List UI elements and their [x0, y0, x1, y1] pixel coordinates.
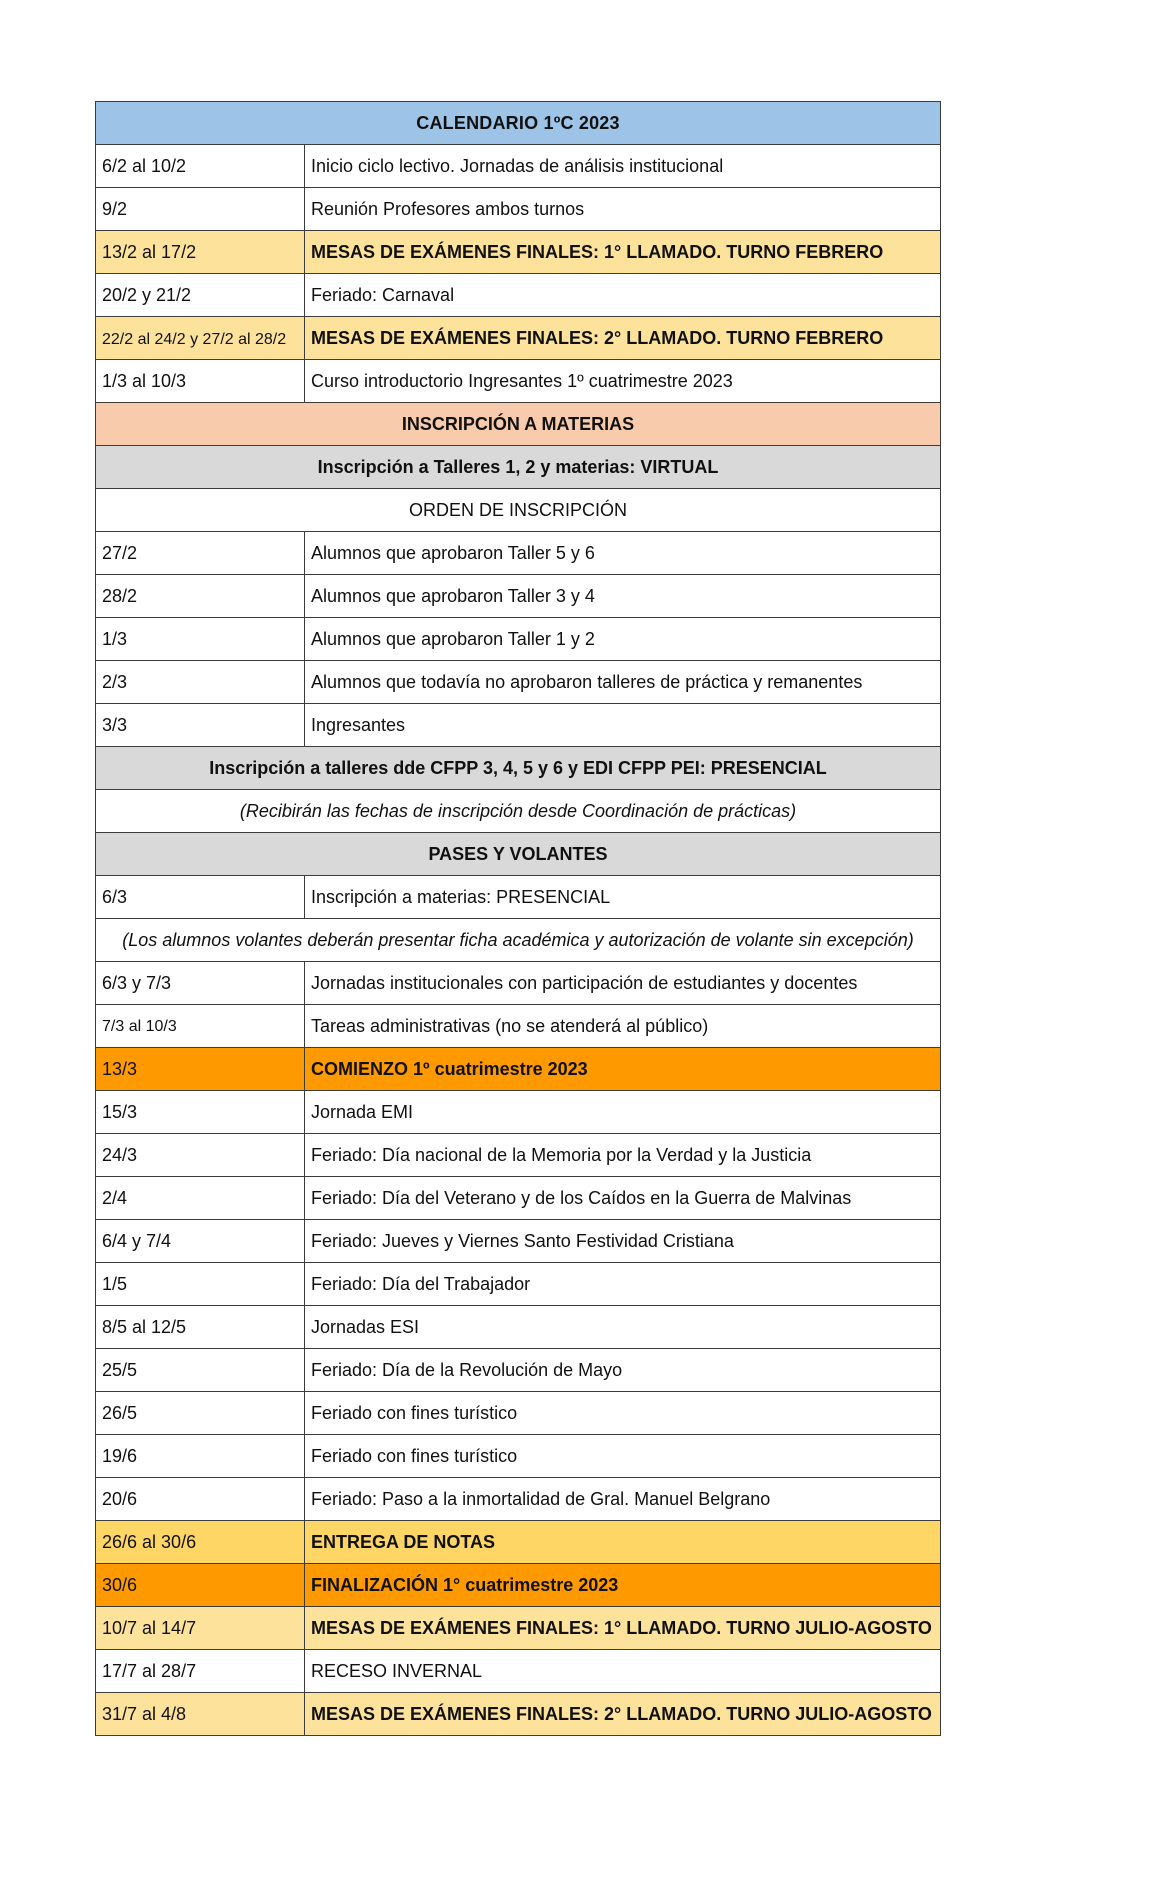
row-date: 6/4 y 7/4 — [96, 1220, 305, 1263]
table-row — [96, 1521, 941, 1564]
row-date: 10/7 al 14/7 — [96, 1607, 305, 1650]
row-date: 6/3 y 7/3 — [96, 962, 305, 1005]
row-description: MESAS DE EXÁMENES FINALES: 1° LLAMADO. TURNO JULIO-AGOSTO — [305, 1607, 941, 1650]
row-date: 13/3 — [96, 1048, 305, 1091]
table-row — [96, 1650, 941, 1693]
order-label-row — [96, 489, 941, 532]
section-heading-pases: PASES Y VOLANTES — [96, 833, 941, 876]
row-description: Alumnos que todavía no aprobaron talleres de práctica y remanentes — [305, 661, 941, 704]
row-date: 22/2 al 24/2 y 27/2 al 28/2 — [96, 317, 305, 360]
row-date: 6/2 al 10/2 — [96, 145, 305, 188]
table-row — [96, 1048, 941, 1091]
row-description: MESAS DE EXÁMENES FINALES: 2° LLAMADO. TURNO JULIO-AGOSTO — [305, 1693, 941, 1736]
row-date: 13/2 al 17/2 — [96, 231, 305, 274]
subsection-heading-presencial: Inscripción a talleres dde CFPP 3, 4, 5 y 6 y EDI CFPP PEI: PRESENCIAL — [96, 747, 941, 790]
row-date: 26/5 — [96, 1392, 305, 1435]
row-description: Alumnos que aprobaron Taller 5 y 6 — [305, 532, 941, 575]
table-row — [96, 317, 941, 360]
row-description: Jornadas institucionales con participación de estudiantes y docentes — [305, 962, 941, 1005]
presencial-note: (Recibirán las fechas de inscripción desde Coordinación de prácticas) — [96, 790, 941, 833]
table-row — [96, 1349, 941, 1392]
row-description: Ingresantes — [305, 704, 941, 747]
row-date: 1/3 al 10/3 — [96, 360, 305, 403]
row-description: FINALIZACIÓN 1° cuatrimestre 2023 — [305, 1564, 941, 1607]
table-row — [96, 231, 941, 274]
table-row — [96, 618, 941, 661]
row-date: 1/5 — [96, 1263, 305, 1306]
table-row — [96, 962, 941, 1005]
table-row — [96, 1177, 941, 1220]
row-date: 17/7 al 28/7 — [96, 1650, 305, 1693]
subsection-header-row — [96, 446, 941, 489]
row-date: 8/5 al 12/5 — [96, 1306, 305, 1349]
row-date: 24/3 — [96, 1134, 305, 1177]
table-row — [96, 274, 941, 317]
table-row — [96, 1478, 941, 1521]
subsection-header-row — [96, 747, 941, 790]
table-row — [96, 876, 941, 919]
table-row — [96, 360, 941, 403]
table-row — [96, 1693, 941, 1736]
row-date: 2/3 — [96, 661, 305, 704]
pases-note: (Los alumnos volantes deberán presentar ficha académica y autorización de volante sin excepción) — [96, 919, 941, 962]
row-description: Jornadas ESI — [305, 1306, 941, 1349]
table-row — [96, 575, 941, 618]
row-date: 20/6 — [96, 1478, 305, 1521]
row-description: ENTREGA DE NOTAS — [305, 1521, 941, 1564]
row-date: 31/7 al 4/8 — [96, 1693, 305, 1736]
row-description: Inscripción a materias: PRESENCIAL — [305, 876, 941, 919]
table-row — [96, 704, 941, 747]
table-row — [96, 1607, 941, 1650]
row-description: Feriado: Día del Trabajador — [305, 1263, 941, 1306]
section-heading-inscripcion: INSCRIPCIÓN A MATERIAS — [96, 403, 941, 446]
row-description: Reunión Profesores ambos turnos — [305, 188, 941, 231]
row-description: Feriado: Paso a la inmortalidad de Gral. Manuel Belgrano — [305, 1478, 941, 1521]
table-row — [96, 1134, 941, 1177]
row-date: 20/2 y 21/2 — [96, 274, 305, 317]
row-description: Feriado: Jueves y Viernes Santo Festividad Cristiana — [305, 1220, 941, 1263]
table-row — [96, 1306, 941, 1349]
row-description: Feriado: Día de la Revolución de Mayo — [305, 1349, 941, 1392]
row-description: Alumnos que aprobaron Taller 3 y 4 — [305, 575, 941, 618]
row-date: 25/5 — [96, 1349, 305, 1392]
order-label: ORDEN DE INSCRIPCIÓN — [96, 489, 941, 532]
row-description: Feriado: Día nacional de la Memoria por la Verdad y la Justicia — [305, 1134, 941, 1177]
section-header-row — [96, 833, 941, 876]
table-row — [96, 188, 941, 231]
table-row — [96, 661, 941, 704]
row-date: 6/3 — [96, 876, 305, 919]
row-date: 7/3 al 10/3 — [96, 1005, 305, 1048]
calendar-title: CALENDARIO 1ºC 2023 — [96, 102, 941, 145]
row-description: MESAS DE EXÁMENES FINALES: 1° LLAMADO. TURNO FEBRERO — [305, 231, 941, 274]
note-row — [96, 790, 941, 833]
table-row — [96, 145, 941, 188]
section-header-row — [96, 403, 941, 446]
title-row — [96, 102, 941, 145]
row-date: 19/6 — [96, 1435, 305, 1478]
table-row — [96, 1220, 941, 1263]
row-date: 28/2 — [96, 575, 305, 618]
row-description: MESAS DE EXÁMENES FINALES: 2° LLAMADO. TURNO FEBRERO — [305, 317, 941, 360]
row-date: 2/4 — [96, 1177, 305, 1220]
row-date: 15/3 — [96, 1091, 305, 1134]
table-row — [96, 532, 941, 575]
row-date: 27/2 — [96, 532, 305, 575]
row-description: Feriado con fines turístico — [305, 1392, 941, 1435]
row-date: 9/2 — [96, 188, 305, 231]
row-date: 26/6 al 30/6 — [96, 1521, 305, 1564]
table-row — [96, 1564, 941, 1607]
table-row — [96, 1263, 941, 1306]
row-description: Feriado: Carnaval — [305, 274, 941, 317]
row-description: RECESO INVERNAL — [305, 1650, 941, 1693]
table-row — [96, 1091, 941, 1134]
row-description: Inicio ciclo lectivo. Jornadas de análisis institucional — [305, 145, 941, 188]
calendar-table — [95, 101, 941, 1736]
row-description: Curso introductorio Ingresantes 1º cuatrimestre 2023 — [305, 360, 941, 403]
row-description: Jornada EMI — [305, 1091, 941, 1134]
row-date: 30/6 — [96, 1564, 305, 1607]
row-description: Feriado: Día del Veterano y de los Caídos en la Guerra de Malvinas — [305, 1177, 941, 1220]
table-row — [96, 1392, 941, 1435]
row-description: COMIENZO 1º cuatrimestre 2023 — [305, 1048, 941, 1091]
table-row — [96, 1005, 941, 1048]
row-date: 3/3 — [96, 704, 305, 747]
row-description: Alumnos que aprobaron Taller 1 y 2 — [305, 618, 941, 661]
row-date: 1/3 — [96, 618, 305, 661]
row-description: Feriado con fines turístico — [305, 1435, 941, 1478]
table-row — [96, 1435, 941, 1478]
row-description: Tareas administrativas (no se atenderá al público) — [305, 1005, 941, 1048]
note-row — [96, 919, 941, 962]
subsection-heading-virtual: Inscripción a Talleres 1, 2 y materias: VIRTUAL — [96, 446, 941, 489]
